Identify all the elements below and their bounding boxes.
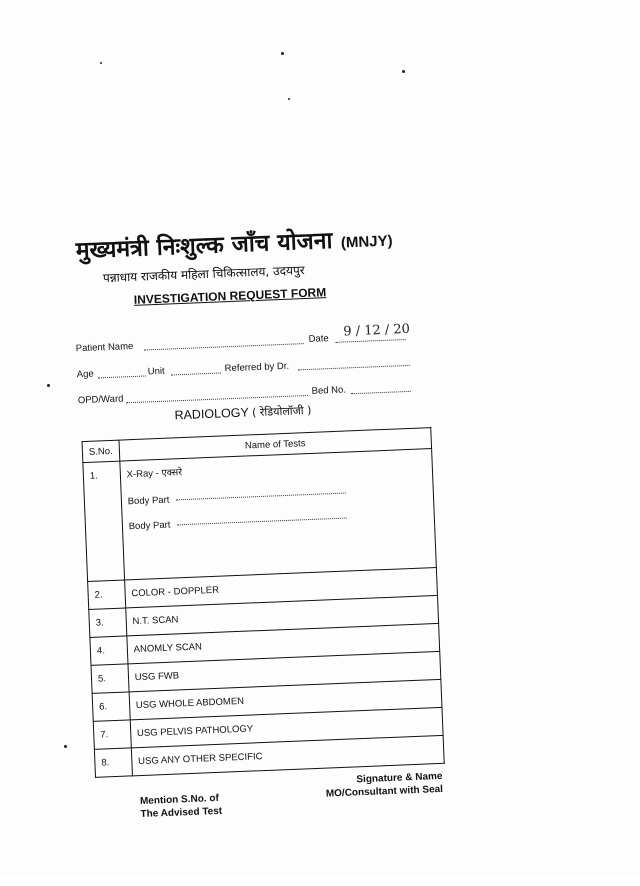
opd-ward-field[interactable] bbox=[126, 395, 308, 403]
patient-name-label: Patient Name bbox=[75, 340, 134, 355]
footer-right-line-2: MO/Consultant with Seal bbox=[325, 783, 444, 800]
unit-field[interactable] bbox=[171, 372, 221, 375]
bed-no-label: Bed No. bbox=[311, 384, 347, 397]
row-sno: 6. bbox=[92, 692, 130, 721]
footer-left-line-2: The Advised Test bbox=[140, 805, 223, 821]
handwritten-date: 9 / 12 / 20 bbox=[343, 321, 411, 340]
date-field[interactable] bbox=[336, 339, 406, 343]
test-name: USG FWB bbox=[128, 651, 441, 692]
radiology-title: RADIOLOGY bbox=[174, 405, 249, 423]
test-name: USG ANY OTHER SPECIFIC bbox=[131, 735, 444, 776]
test-name: USG PELVIS PATHOLOGY bbox=[130, 707, 443, 748]
patient-name-field[interactable] bbox=[144, 343, 304, 350]
referred-by-label: Referred by Dr. bbox=[224, 360, 290, 375]
form-header-title bbox=[75, 220, 393, 265]
row-sno: 8. bbox=[94, 748, 132, 777]
hospital-name-hindi: पन्नाधाय राजकीय महिला चिकित्सालय, उदयपुर bbox=[102, 263, 305, 286]
footer-mention-note bbox=[140, 792, 223, 821]
body-part-label-1: Body Part bbox=[127, 494, 170, 508]
radiology-title-hindi: ( रेडियोलॉजी ) bbox=[251, 403, 312, 420]
age-label: Age bbox=[76, 368, 94, 381]
xray-cell bbox=[120, 449, 437, 580]
scheme-abbreviation: (MNJY) bbox=[340, 232, 393, 252]
table-row-xray bbox=[83, 449, 436, 582]
tests-table bbox=[81, 427, 444, 778]
tests-column-header: Name of Tests bbox=[119, 428, 432, 462]
age-field[interactable] bbox=[98, 375, 146, 378]
date-label: Date bbox=[308, 333, 329, 345]
body-part-field-2[interactable] bbox=[177, 518, 347, 526]
xray-label-hindi: एक्सरे bbox=[161, 467, 183, 479]
bed-no-field[interactable] bbox=[351, 391, 411, 394]
sno-column-header: S.No. bbox=[82, 440, 120, 462]
footer-signature-block bbox=[325, 770, 443, 801]
test-name: N.T. SCAN bbox=[125, 595, 438, 636]
test-name: USG WHOLE ABDOMEN bbox=[129, 679, 442, 720]
body-part-label-2: Body Part bbox=[128, 519, 171, 533]
test-name: COLOR - DOPPLER bbox=[124, 567, 437, 608]
footer-left-line-1: Mention S.No. of bbox=[139, 792, 220, 808]
referred-by-field[interactable] bbox=[298, 365, 410, 370]
body-part-line-1 bbox=[128, 484, 427, 507]
scheme-title-hindi: मुख्यमंत्री निःशुल्क जाँच योजना bbox=[75, 227, 333, 265]
body-part-line-2 bbox=[129, 509, 428, 532]
row-sno: 5. bbox=[91, 664, 129, 693]
footer-right-line-1: Signature & Name bbox=[356, 770, 443, 786]
form-title: INVESTIGATION REQUEST FORM bbox=[133, 285, 327, 307]
body-part-field-1[interactable] bbox=[176, 493, 346, 501]
radiology-section-title bbox=[174, 403, 311, 423]
test-name: ANOMLY SCAN bbox=[127, 623, 440, 664]
row-sno: 2. bbox=[88, 580, 126, 609]
row-sno: 4. bbox=[90, 636, 128, 665]
row-sno: 1. bbox=[83, 461, 125, 581]
row-sno: 7. bbox=[93, 720, 131, 749]
unit-label: Unit bbox=[147, 365, 165, 378]
row-sno: 3. bbox=[89, 608, 127, 637]
xray-line bbox=[126, 455, 426, 480]
opd-ward-label: OPD/Ward bbox=[77, 393, 124, 407]
xray-label: X-Ray - bbox=[126, 468, 160, 481]
